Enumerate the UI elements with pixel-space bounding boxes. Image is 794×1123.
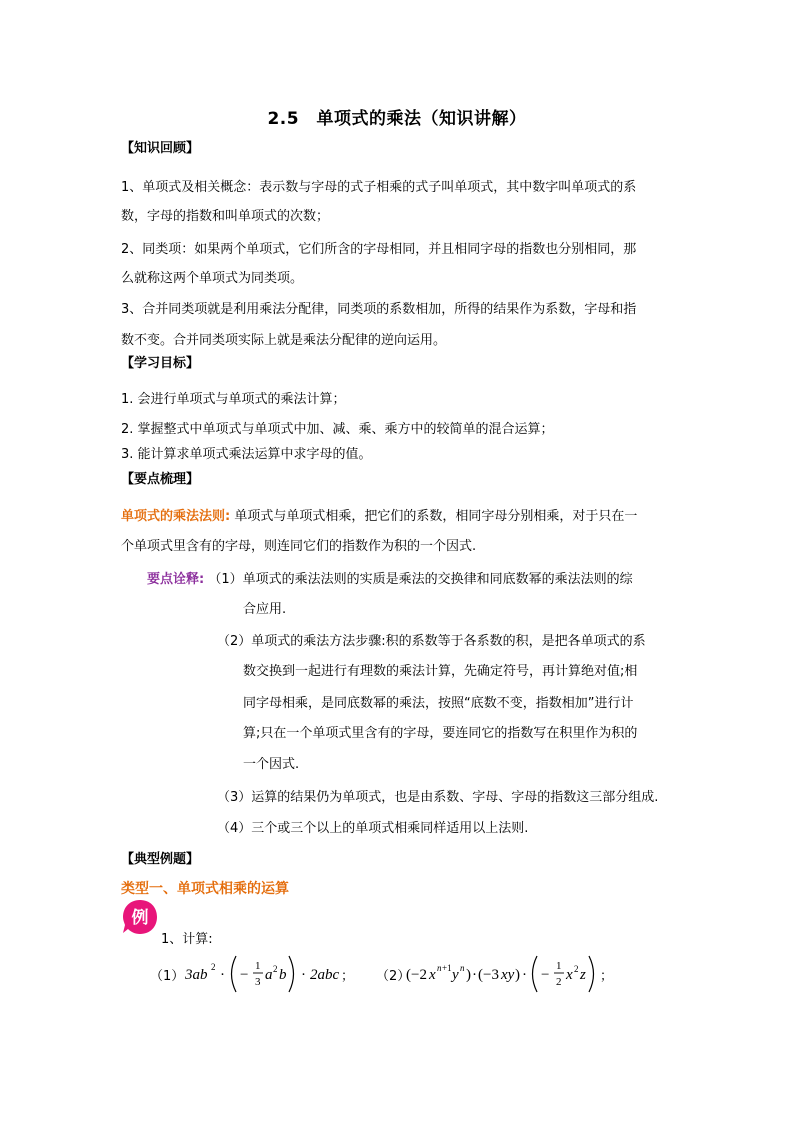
svg-text:x: x	[566, 967, 573, 983]
note-line: 算;只在一个单项式里含有的字母，要连同它的指数写在积里作为积的	[243, 726, 638, 741]
svg-text:): )	[466, 967, 471, 983]
page-title: 2.5 单项式的乘法（知识讲解）	[267, 109, 527, 129]
separator: ；	[600, 969, 614, 984]
separator: ；	[341, 969, 355, 984]
notes-label: 要点诠释:	[147, 572, 205, 587]
review-line: 1、单项式及相关概念：表示数与字母的式子相乘的式子叫单项式，其中数字叫单项式的系	[121, 180, 637, 195]
svg-text:−: −	[240, 967, 249, 983]
section-review-heading: 【知识回顾】	[121, 141, 200, 156]
review-line: 数，字母的指数和叫单项式的次数；	[121, 209, 330, 224]
svg-text:3: 3	[255, 976, 261, 988]
svg-text:b: b	[279, 967, 287, 983]
svg-text:xy: xy	[501, 967, 515, 983]
type-heading: 类型一、单项式相乘的运算	[121, 881, 289, 897]
expression-1	[183, 950, 363, 998]
rule-label: 单项式的乘法法则:	[121, 509, 231, 524]
note-line: 同字母相乘，是同底数幂的乘法，按照“底数不变，指数相加”进行计	[243, 696, 634, 711]
review-line: 2、同类项：如果两个单项式，它们所含的字母相同，并且相同字母的指数也分别相同，那	[121, 242, 637, 257]
goal-item: 3. 能计算求单项式乘法运算中求字母的值。	[121, 447, 372, 462]
svg-text:·: ·	[220, 967, 225, 983]
section-keypoints-heading: 【要点梳理】	[121, 472, 200, 487]
review-line: 么就称这两个单项式为同类项。	[121, 271, 304, 286]
example-question: 1、计算:	[161, 932, 213, 947]
note-line	[147, 568, 633, 587]
note-line: 合应用.	[243, 602, 287, 617]
part-1-label: （1）	[150, 969, 185, 984]
review-line: 3、合并同类项就是利用乘法分配律，同类项的系数相加，所得的结果作为系数，字母和指	[121, 302, 637, 317]
svg-text:−: −	[541, 967, 550, 983]
svg-text:3ab: 3ab	[185, 967, 208, 983]
svg-text:2: 2	[211, 962, 216, 972]
rule-line	[121, 505, 637, 524]
svg-text:·: ·	[472, 967, 477, 983]
svg-text:2: 2	[556, 976, 562, 988]
rule-line: 个单项式里含有的字母，则连同它们的指数作为积的一个因式.	[121, 539, 477, 554]
svg-text:y: y	[452, 967, 459, 983]
svg-text:(−3: (−3	[478, 967, 499, 983]
note-line: （3）运算的结果仍为单项式，也是由系数、字母、字母的指数这三部分组成.	[217, 790, 659, 805]
svg-text:): )	[515, 967, 520, 983]
note-line: 一个因式.	[243, 757, 300, 772]
svg-text:·: ·	[522, 967, 527, 983]
review-line: 数不变。合并同类项实际上就是乘法分配律的逆向运用。	[121, 333, 447, 348]
note-line: 数交换到一起进行有理数的乘法计算，先确定符号，再计算绝对值;相	[243, 664, 638, 679]
svg-text:1: 1	[255, 960, 261, 972]
part-2-label: （2）	[376, 969, 411, 984]
svg-text:(−2: (−2	[406, 967, 427, 983]
section-goals-heading: 【学习目标】	[121, 356, 200, 371]
svg-text:+1: +1	[442, 963, 452, 973]
svg-text:n: n	[437, 963, 442, 973]
goal-item: 1. 会进行单项式与单项式的乘法计算；	[121, 392, 346, 407]
rule-text: 单项式与单项式相乘，把它们的系数，相同字母分别相乘，对于只在一	[234, 509, 638, 524]
svg-text:n: n	[460, 963, 465, 973]
svg-text:x: x	[429, 967, 436, 983]
svg-text:1: 1	[556, 960, 562, 972]
note-line: （4）三个或三个以上的单项式相乘同样适用以上法则.	[217, 821, 529, 836]
svg-text:2: 2	[574, 964, 579, 974]
note-line: （2）单项式的乘法方法步骤:积的系数等于各系数的积，是把各单项式的系	[217, 634, 646, 649]
svg-text:·: ·	[301, 967, 306, 983]
note-text: （1）单项式的乘法法则的实质是乘法的交换律和同底数幂的乘法法则的综	[208, 572, 633, 587]
expression-2	[406, 950, 606, 998]
badge-label: 例	[131, 908, 149, 928]
svg-text:2: 2	[273, 964, 278, 974]
svg-text:a: a	[265, 967, 273, 983]
goal-item: 2. 掌握整式中单项式与单项式中加、减、乘、乘方中的较简单的混合运算；	[121, 422, 554, 437]
section-examples-heading: 【典型例题】	[121, 852, 200, 867]
svg-text:z: z	[580, 967, 586, 983]
svg-text:2abc: 2abc	[310, 967, 340, 983]
example-badge-icon	[122, 899, 158, 935]
